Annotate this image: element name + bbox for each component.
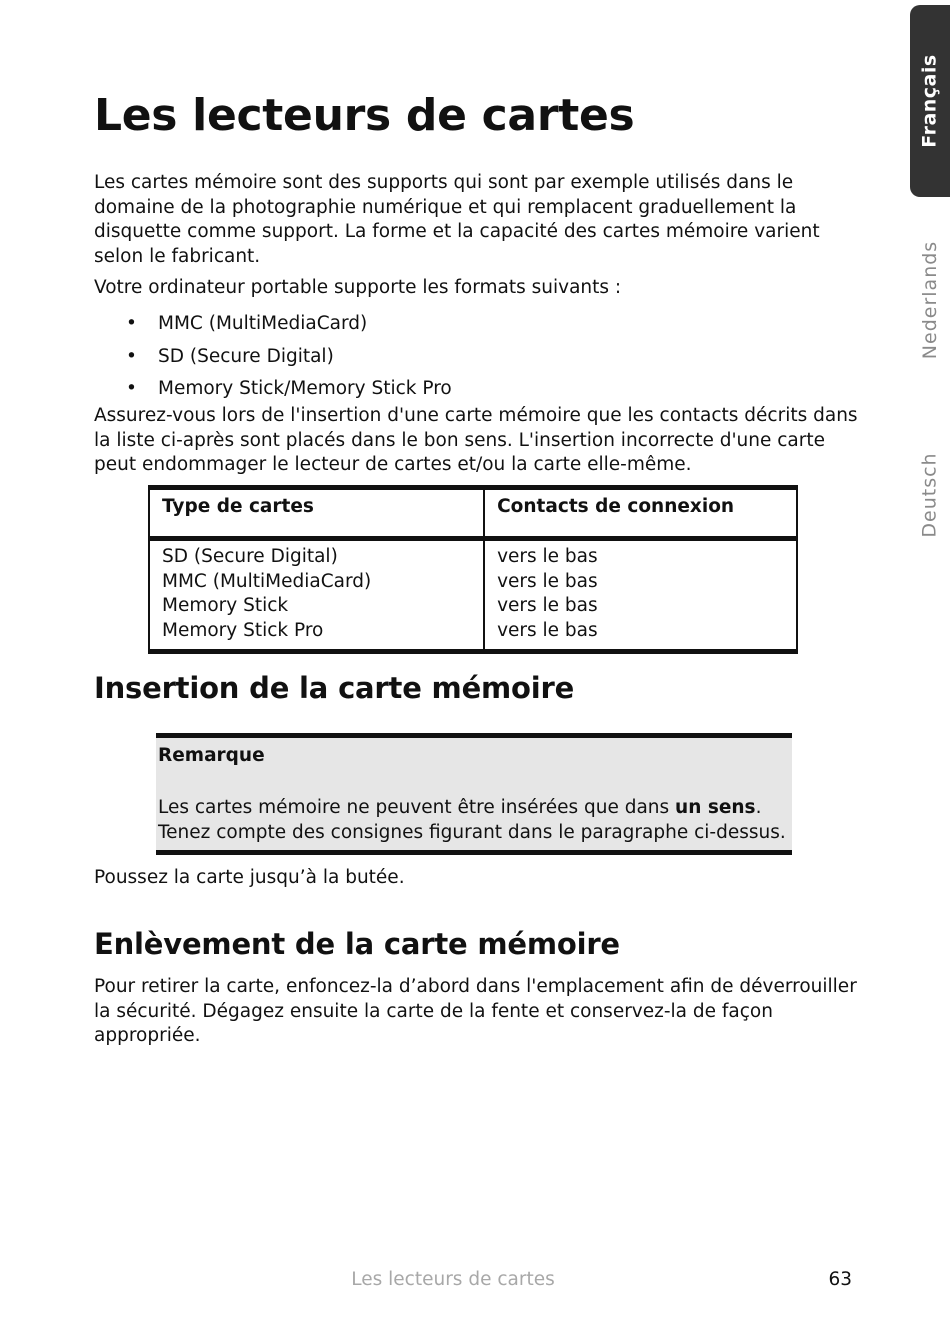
contact-direction: vers le bas <box>497 619 598 641</box>
remark-box <box>156 733 792 855</box>
table-header-row <box>149 488 797 539</box>
card-type: SD (Secure Digital) <box>162 546 338 567</box>
contact-direction: vers le bas <box>497 595 598 616</box>
section-heading-insertion: Insertion de la carte mémoire <box>94 671 575 705</box>
page-number: 63 <box>828 1269 852 1290</box>
column-header-contacts: Contacts de connexion <box>484 488 797 539</box>
footer-chapter-title: Les lecteurs de cartes <box>351 1269 555 1290</box>
formats-intro: Votre ordinateur portable supporte les formats suivants : <box>94 277 622 298</box>
language-tab-francais[interactable] <box>910 5 950 197</box>
table-row <box>149 539 797 652</box>
removal-paragraph: Pour retirer la carte, enfoncez-la d’abord dans l'emplacement afin de déverrouiller la sécurité. Dégagez ensuite la carte de la fente et conservez-la de façon appropriée. <box>94 976 857 1046</box>
section-heading-removal: Enlèvement de la carte mémoire <box>94 927 620 961</box>
language-tab-label: Deutsch <box>919 452 942 538</box>
language-tab-deutsch[interactable] <box>910 440 950 550</box>
formats-list <box>94 308 452 406</box>
card-type: Memory Stick <box>162 595 289 616</box>
list-item: • MMC (MultiMediaCard) <box>94 308 452 341</box>
card-type: Memory Stick Pro <box>162 619 324 641</box>
intro-paragraph: Les cartes mémoire sont des supports qui sont par exemple utilisés dans le domaine de la photographie numérique et qui remplacent graduellement la disquette comme support. La forme et la capacité des cartes mémoire varient selon le fabricant. <box>94 172 820 267</box>
list-item: • Memory Stick/Memory Stick Pro <box>94 373 452 406</box>
column-header-card-type: Type de cartes <box>149 488 484 539</box>
card-contacts-table <box>148 485 798 654</box>
card-type-cell <box>149 539 484 652</box>
remark-title: Remarque <box>158 745 265 766</box>
remark-text-part: Les cartes mémoire ne peuvent être insérées que dans <box>158 797 676 818</box>
remark-emphasis: un sens <box>675 797 756 818</box>
language-tab-label: Français <box>919 54 942 148</box>
contact-direction: vers le bas <box>497 570 598 592</box>
page-title: Les lecteurs de cartes <box>94 90 635 141</box>
insert-warning-paragraph: Assurez-vous lors de l'insertion d'une carte mémoire que les contacts décrits dans la liste ci-après sont placés dans le bon sens. L'insertion incorrecte d'une carte peut endommager le lecteur de cartes et/ou la carte elle-même. <box>94 405 858 475</box>
contact-direction: vers le bas <box>497 546 598 567</box>
contacts-cell <box>484 539 797 652</box>
remark-text-part: . Tenez compte des consignes figurant dans le paragraphe ci-dessus. <box>158 797 786 843</box>
insert-instruction: Poussez la carte jusqu’à la butée. <box>94 867 405 888</box>
card-type: MMC (MultiMediaCard) <box>162 570 372 592</box>
language-tab-nederlands[interactable] <box>910 230 950 370</box>
language-tab-label: Nederlands <box>919 240 942 360</box>
list-item: • SD (Secure Digital) <box>94 341 452 374</box>
remark-text <box>158 796 794 845</box>
